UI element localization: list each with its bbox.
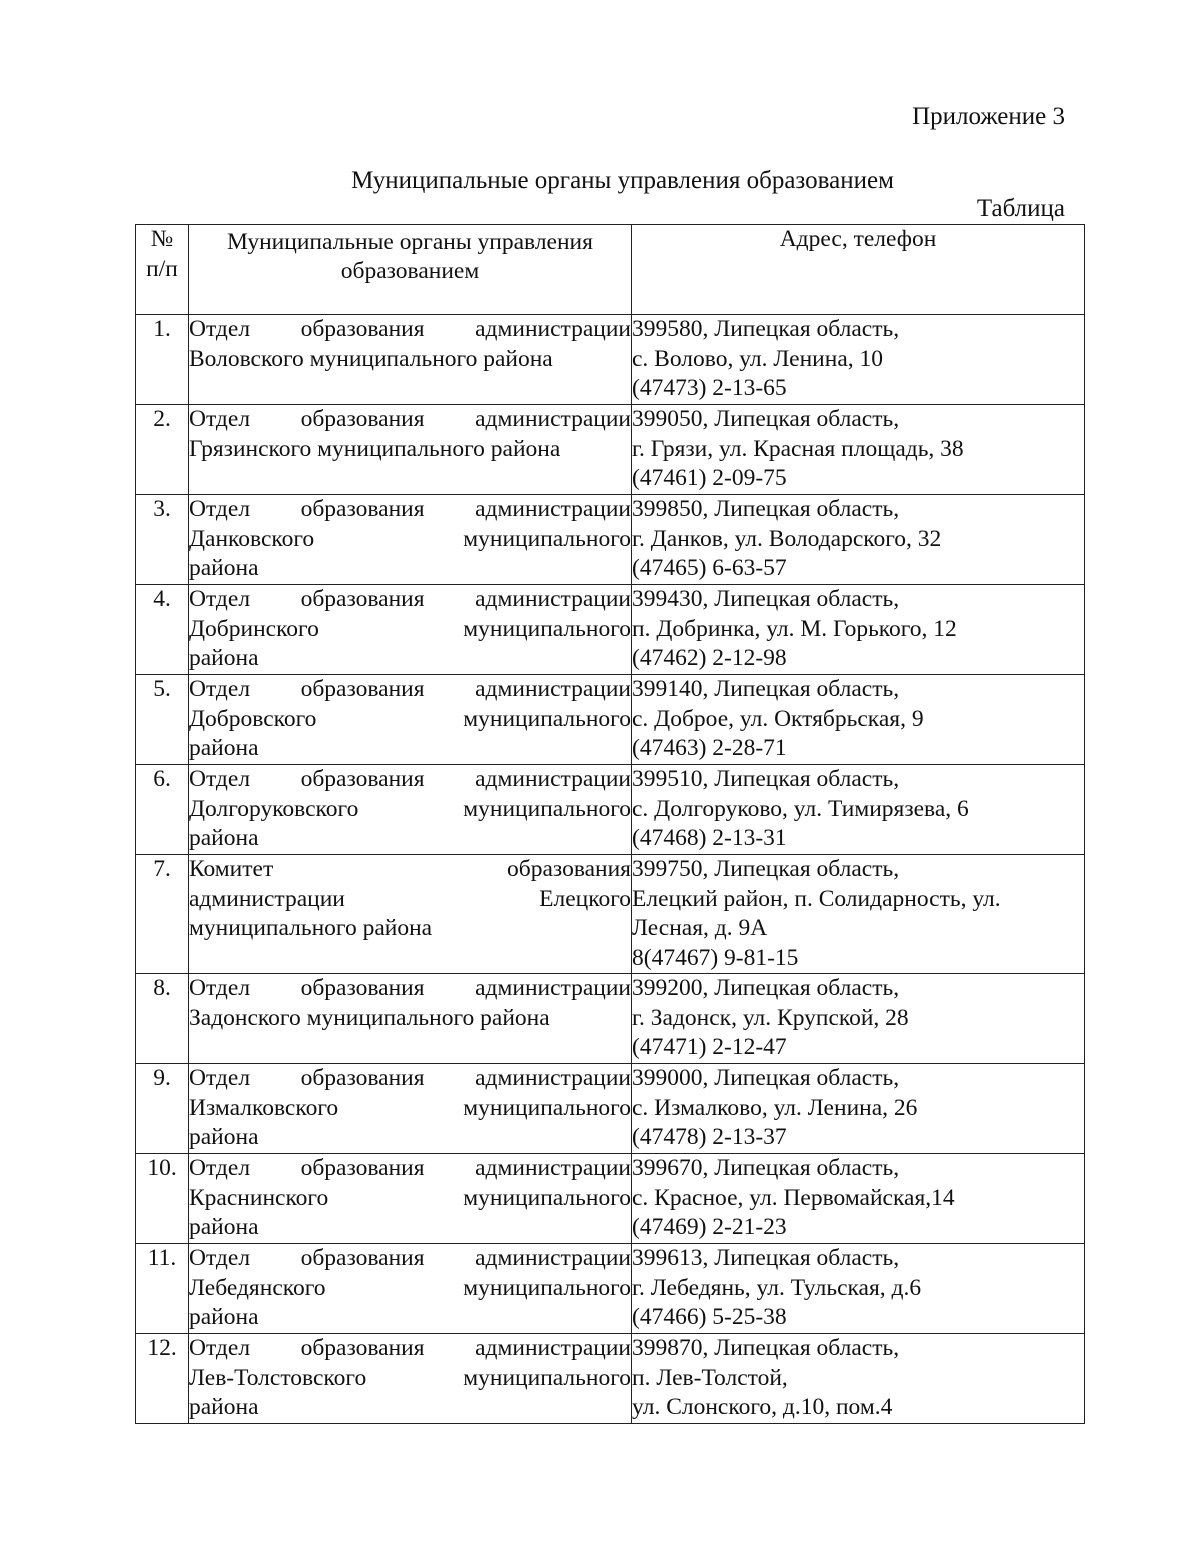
table-caption: Таблица (976, 195, 1065, 222)
organization-line: района (189, 1214, 259, 1240)
address-cell (632, 1244, 1085, 1334)
address-cell (632, 855, 1085, 974)
organization-line: муниципального района (189, 915, 433, 941)
address-line: с. Красное, ул. Первомайская,14 (632, 1184, 955, 1211)
table-row (136, 315, 1085, 405)
phone-line: (47465) 6-63-57 (632, 555, 787, 581)
phone-line: ул. Слонского, д.10, пом.4 (632, 1394, 893, 1420)
organization-line: Лебедянского муниципального (189, 1274, 631, 1301)
row-number: 6. (136, 765, 189, 855)
organization-line: Отдел образования администрации (189, 975, 631, 1001)
organization-cell (189, 495, 632, 585)
address-line: с. Доброе, ул. Октябрьская, 9 (632, 705, 924, 732)
address-cell (632, 1154, 1085, 1244)
address-line: 399580, Липецкая область, (632, 316, 900, 342)
address-cell (632, 585, 1085, 675)
organization-line: Отдел образования администрации (189, 1155, 631, 1181)
table-row (136, 1064, 1085, 1154)
organization-line: Лев-Толстовского муниципального (189, 1364, 631, 1391)
address-line: 399510, Липецкая область, (632, 766, 900, 792)
address-line: 399850, Липецкая область, (632, 496, 900, 522)
organization-line: Данковского муниципального (189, 525, 631, 552)
organization-line: района (189, 555, 259, 581)
address-line: 399200, Липецкая область, (632, 975, 900, 1001)
organization-line: района (189, 1124, 259, 1150)
column-header-organization-line1: Муниципальные органы управления (227, 229, 593, 255)
row-number: 3. (136, 495, 189, 585)
address-line: 399430, Липецкая область, (632, 586, 900, 612)
address-line: 399000, Липецкая область, (632, 1065, 900, 1091)
phone-line: (47468) 2-13-31 (632, 825, 787, 851)
phone-line: (47461) 2-09-75 (632, 465, 787, 491)
organization-line: Воловского муниципального района (189, 345, 553, 372)
organization-line: Грязинского муниципального района (189, 435, 561, 462)
address-line: п. Лев-Толстой, (632, 1364, 788, 1391)
row-number: 2. (136, 405, 189, 495)
organization-cell (189, 765, 632, 855)
table-row (136, 675, 1085, 765)
table-row (136, 585, 1085, 675)
phone-line: (47462) 2-12-98 (632, 645, 787, 671)
row-number: 4. (136, 585, 189, 675)
organization-line: Отдел образования администрации (189, 1335, 631, 1361)
address-line: г. Лебедянь, ул. Тульская, д.6 (632, 1274, 922, 1301)
row-number: 10. (136, 1154, 189, 1244)
address-line: 399050, Липецкая область, (632, 406, 900, 432)
address-line: 399670, Липецкая область, (632, 1155, 900, 1181)
column-header-number-line2: п/п (146, 255, 178, 282)
table-row (136, 405, 1085, 495)
address-line: с. Долгоруково, ул. Тимирязева, 6 (632, 795, 969, 822)
address-line: 399870, Липецкая область, (632, 1335, 900, 1361)
address-line: с. Измалково, ул. Ленина, 26 (632, 1094, 918, 1121)
column-header-number-line1: № (150, 226, 174, 252)
organization-cell (189, 1154, 632, 1244)
column-header-address: Адрес, телефон (632, 225, 1085, 315)
phone-line: (47473) 2-13-65 (632, 375, 787, 401)
column-header-organization (189, 225, 632, 315)
organization-line: Задонского муниципального района (189, 1004, 550, 1031)
organization-line: Отдел образования администрации (189, 1065, 631, 1091)
organization-cell (189, 1064, 632, 1154)
organization-line: района (189, 1394, 259, 1420)
organization-cell (189, 855, 632, 974)
address-line: п. Добринка, ул. М. Горького, 12 (632, 615, 957, 642)
organization-line: района (189, 825, 259, 851)
address-line: г. Задонск, ул. Крупской, 28 (632, 1004, 909, 1031)
organization-line: района (189, 645, 259, 671)
address-cell (632, 405, 1085, 495)
table-header-row (136, 225, 1085, 315)
organization-line: Краснинского муниципального (189, 1184, 631, 1211)
address-line: 399613, Липецкая область, (632, 1245, 900, 1271)
table-row (136, 765, 1085, 855)
appendix-label: Приложение 3 (912, 103, 1065, 130)
address-line: г. Грязи, ул. Красная площадь, 38 (632, 435, 964, 462)
column-header-organization-line2: образованием (340, 258, 480, 284)
education-authorities-table (135, 224, 1085, 1424)
organization-line: Отдел образования администрации (189, 316, 631, 342)
organization-cell (189, 675, 632, 765)
address-line: г. Данков, ул. Володарского, 32 (632, 525, 942, 552)
address-cell (632, 495, 1085, 585)
organization-line: Отдел образования администрации (189, 586, 631, 612)
phone-line: (47469) 2-21-23 (632, 1214, 787, 1240)
organization-line: администрации Елецкого (189, 885, 631, 912)
organization-cell (189, 1244, 632, 1334)
organization-cell (189, 974, 632, 1064)
organization-cell (189, 315, 632, 405)
row-number: 8. (136, 974, 189, 1064)
organization-line: Отдел образования администрации (189, 676, 631, 702)
organization-line: Отдел образования администрации (189, 496, 631, 522)
address-cell (632, 675, 1085, 765)
organization-cell (189, 1334, 632, 1424)
table-row (136, 495, 1085, 585)
organization-line: Измалковского муниципального (189, 1094, 631, 1121)
phone-line: (47478) 2-13-37 (632, 1124, 787, 1150)
address-cell (632, 1334, 1085, 1424)
address-line: Лесная, д. 9А (632, 915, 768, 941)
organization-line: района (189, 735, 259, 761)
table-row (136, 855, 1085, 974)
organization-line: Отдел образования администрации (189, 406, 631, 432)
organization-cell (189, 405, 632, 495)
address-line: 399750, Липецкая область, (632, 856, 900, 882)
table-row (136, 974, 1085, 1064)
phone-line: (47471) 2-12-47 (632, 1034, 787, 1060)
row-number: 12. (136, 1334, 189, 1424)
organization-line: Комитет образования (189, 856, 631, 882)
column-header-number (136, 225, 189, 315)
organization-line: Долгоруковского муниципального (189, 795, 631, 822)
row-number: 9. (136, 1064, 189, 1154)
organization-line: Добринского муниципального (189, 615, 631, 642)
address-cell (632, 765, 1085, 855)
table-row (136, 1334, 1085, 1424)
address-cell (632, 1064, 1085, 1154)
table-row (136, 1244, 1085, 1334)
address-cell (632, 974, 1085, 1064)
phone-line: (47466) 5-25-38 (632, 1304, 787, 1330)
address-line: Елецкий район, п. Солидарность, ул. (632, 885, 1001, 912)
table-body (136, 315, 1085, 1424)
document-title: Муниципальные органы управления образованием (351, 167, 894, 194)
address-line: 399140, Липецкая область, (632, 676, 900, 702)
row-number: 7. (136, 855, 189, 974)
row-number: 1. (136, 315, 189, 405)
row-number: 11. (136, 1244, 189, 1334)
organization-line: Добровского муниципального (189, 705, 631, 732)
organization-line: Отдел образования администрации (189, 1245, 631, 1271)
organization-line: района (189, 1304, 259, 1330)
phone-line: (47463) 2-28-71 (632, 735, 787, 761)
organization-line: Отдел образования администрации (189, 766, 631, 792)
row-number: 5. (136, 675, 189, 765)
organization-cell (189, 585, 632, 675)
table-row (136, 1154, 1085, 1244)
address-line: с. Волово, ул. Ленина, 10 (632, 345, 884, 372)
phone-line: 8(47467) 9-81-15 (632, 944, 799, 971)
address-cell (632, 315, 1085, 405)
